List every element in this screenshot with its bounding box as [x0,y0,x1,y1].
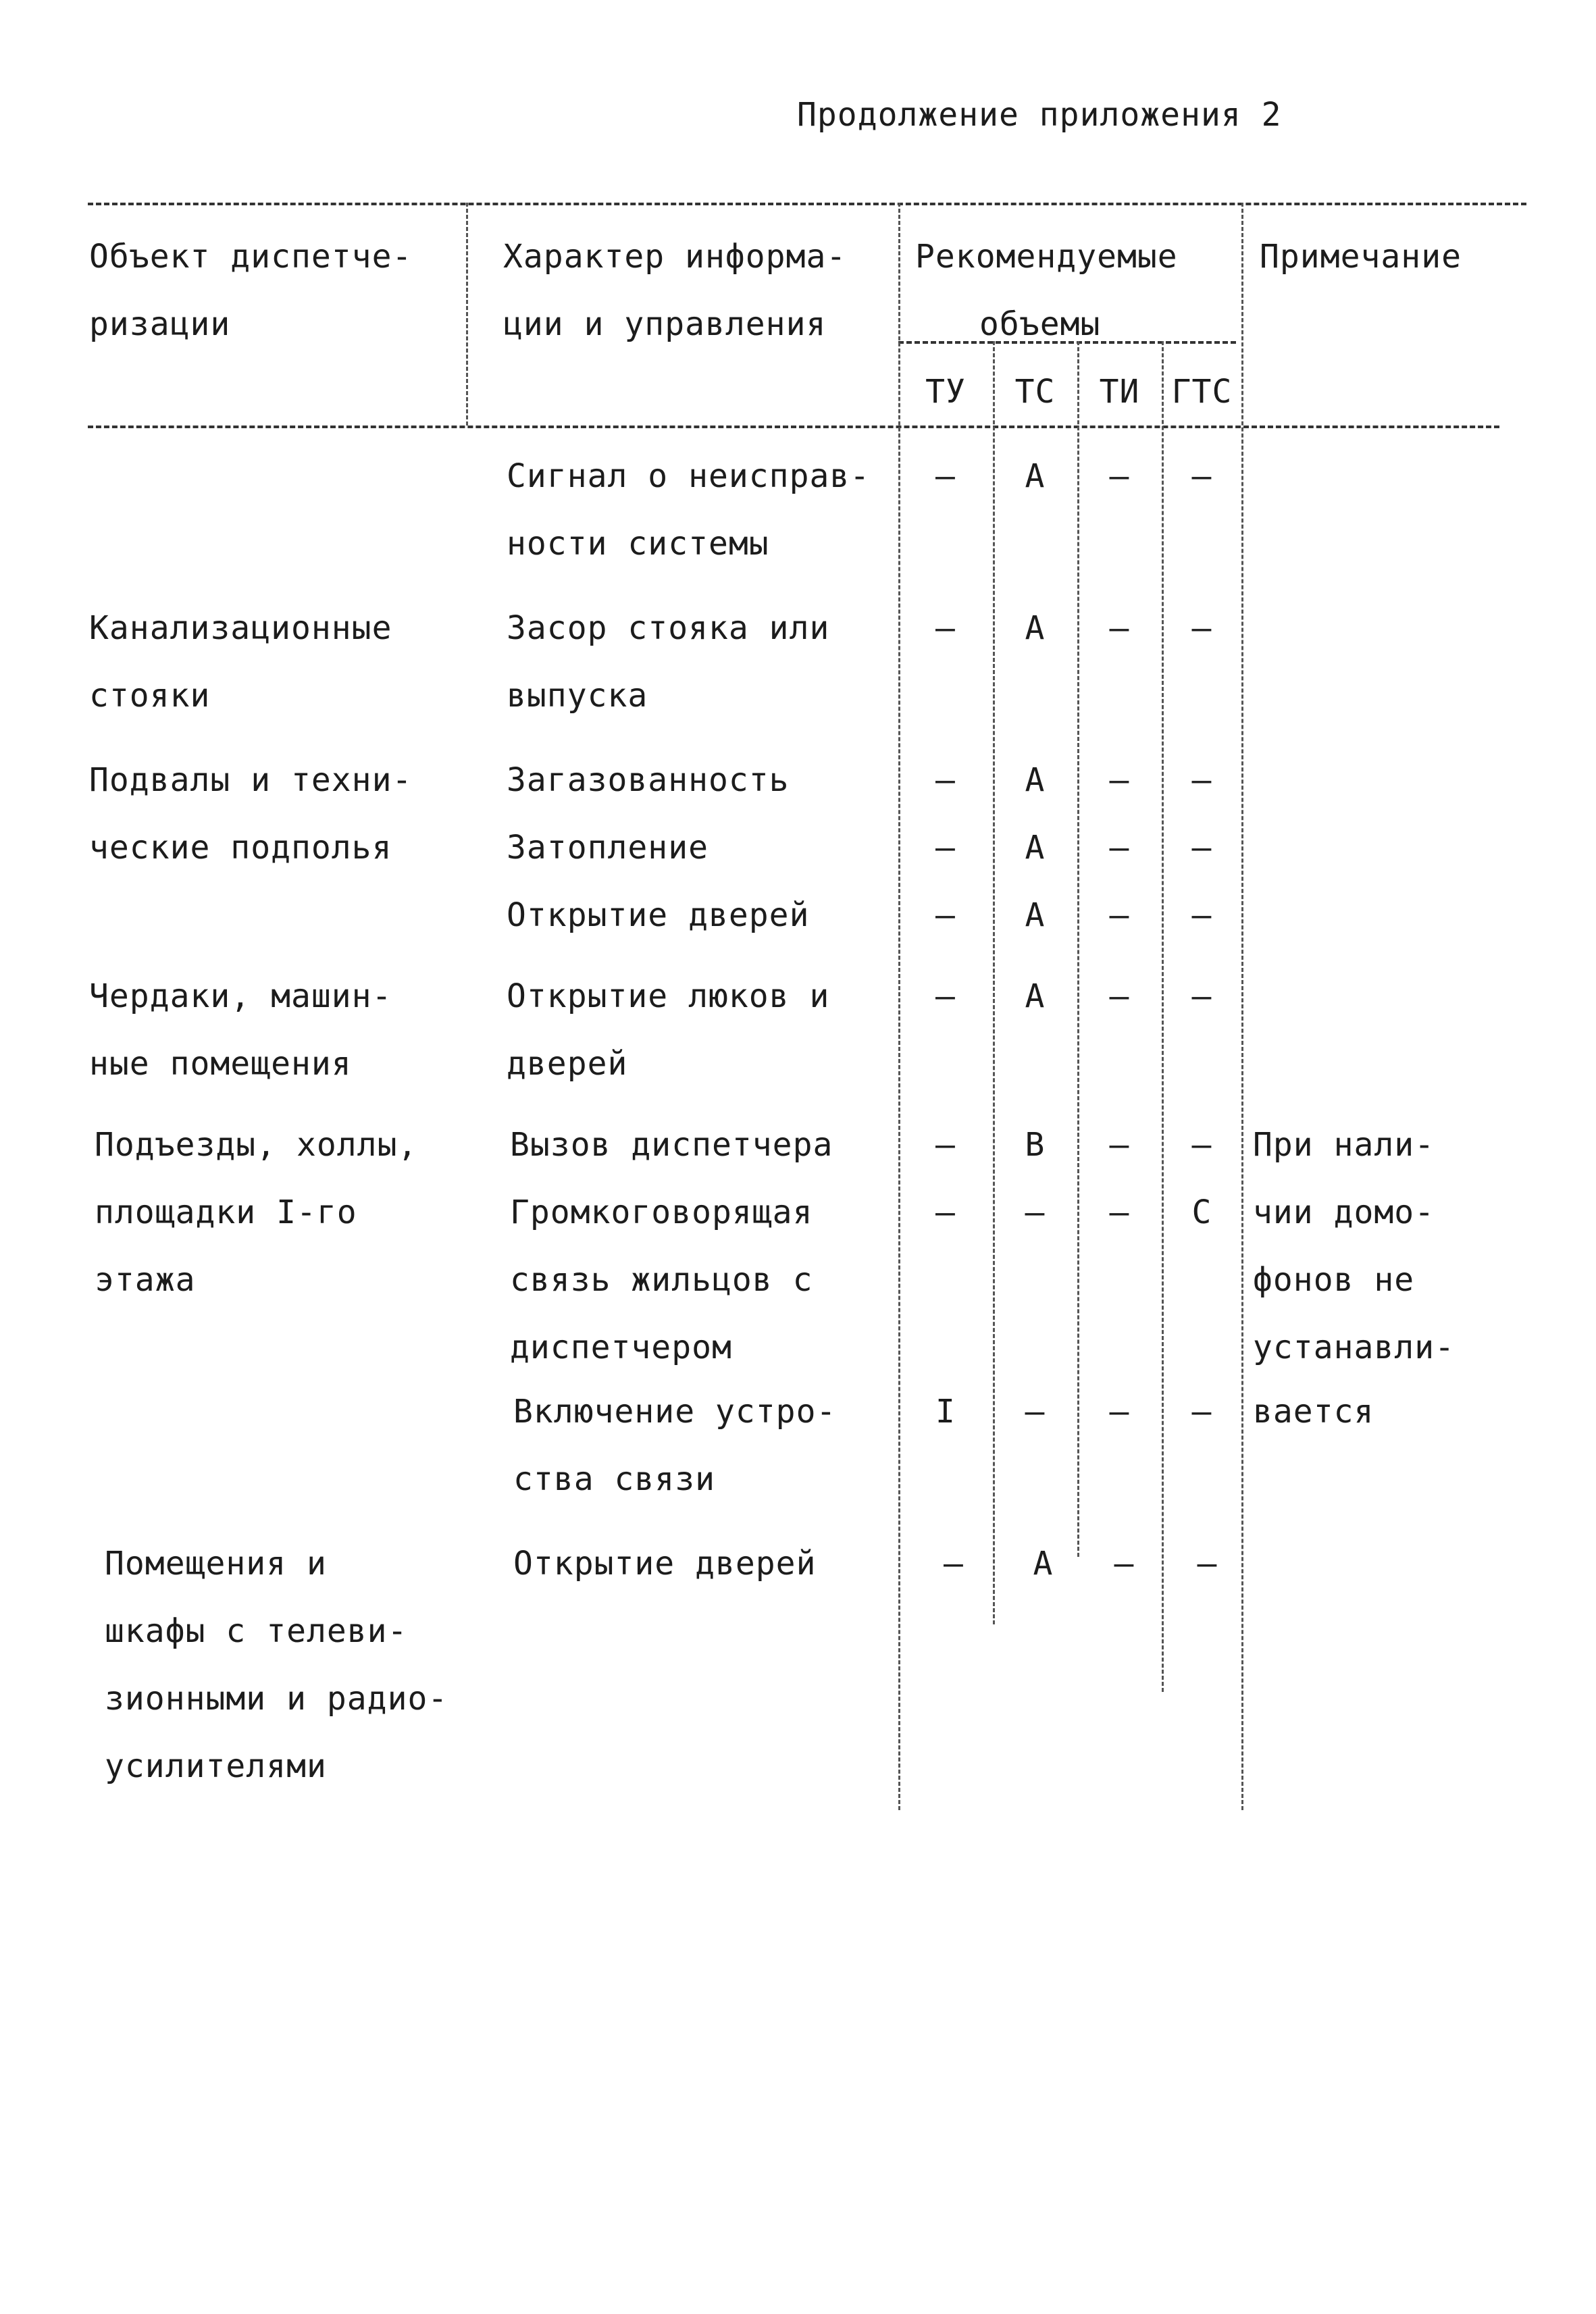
cell-gtc: – [1191,609,1212,647]
cell-character: связь жильцов с [510,1261,813,1299]
cell-tc: А [1025,761,1046,799]
cell-ty: – [935,761,956,799]
cell-character: Затопление [507,829,709,867]
header-sub-ti: ТИ [1099,373,1140,411]
cell-tc: В [1025,1126,1046,1164]
cell-character: Открытие дверей [507,896,810,934]
running-header: Продолжение приложения 2 [797,96,1282,134]
cell-ti: – [1109,829,1130,867]
header-sub-gtc: ГТС [1171,373,1233,411]
header-character-line-2: ции и управления [503,305,827,343]
cell-character: Открытие люков и [507,977,830,1015]
cell-character: Громкоговорящая [510,1193,813,1231]
cell-character: Открытие дверей [513,1545,817,1583]
column-divider-object [466,203,468,426]
cell-ty: – [935,457,956,495]
cell-object: Чердаки, машин- [89,977,392,1015]
cell-object: шкафы с телеви- [105,1612,408,1650]
header-volumes-line-1: Рекомендуемые [915,238,1178,276]
cell-ty: – [935,829,956,867]
cell-character: Сигнал о неисправ- [507,457,871,495]
column-divider-ti [1162,341,1164,1692]
column-divider-ty [993,341,995,1624]
cell-ti: – [1109,761,1130,799]
cell-ty: – [935,1193,956,1231]
note-line: При нали- [1253,1126,1435,1164]
cell-tc: А [1025,829,1046,867]
cell-object: площадки I-го [95,1193,357,1231]
cell-character: Вызов диспетчера [510,1126,833,1164]
cell-gtc: – [1197,1545,1218,1583]
cell-tc: А [1025,457,1046,495]
header-sub-tc: ТС [1014,373,1056,411]
cell-ti: – [1109,896,1130,934]
cell-object: стояки [89,677,211,715]
cell-tc: – [1025,1393,1046,1431]
header-sub-ty: ТУ [925,373,966,411]
header-object-line-1: Объект диспетче- [89,238,413,276]
note-line: устанавли- [1253,1329,1455,1366]
cell-tc: А [1025,977,1046,1015]
cell-object: Подъезды, холлы, [95,1126,418,1164]
cell-object: этажа [95,1261,196,1299]
cell-ti: – [1109,457,1130,495]
cell-ti: – [1114,1545,1135,1583]
cell-ty: – [935,896,956,934]
note-line: чии домо- [1253,1193,1435,1231]
cell-ti: – [1109,1193,1130,1231]
cell-object: Подвалы и техни- [89,761,413,799]
cell-gtc: – [1191,1126,1212,1164]
cell-gtc: – [1191,829,1212,867]
table-header-bottom-rule [88,426,1499,428]
cell-object: ные помещения [89,1045,352,1083]
cell-character: диспетчером [510,1329,732,1366]
cell-character: ности системы [507,525,769,563]
note-line: вается [1253,1393,1374,1431]
header-character-line-1: Характер информа- [503,238,847,276]
cell-character: ства связи [513,1460,715,1498]
table-top-rule [88,203,1526,205]
cell-ty: – [935,977,956,1015]
cell-gtc: – [1191,977,1212,1015]
column-divider-tc [1077,341,1079,1557]
cell-ti: – [1109,1126,1130,1164]
cell-character: Засор стояка или [507,609,830,647]
cell-tc: А [1025,609,1046,647]
cell-character: Включение устро- [513,1393,837,1431]
cell-character: дверей [507,1045,628,1083]
cell-tc: А [1025,896,1046,934]
cell-ty: – [935,1126,956,1164]
cell-object: ческие подполья [89,829,392,867]
cell-object: усилителями [105,1747,327,1785]
cell-gtc: – [1191,1393,1212,1431]
column-divider-character [898,203,900,1810]
header-note: Примечание [1260,238,1462,276]
cell-ty: – [935,609,956,647]
cell-tc: – [1025,1193,1046,1231]
cell-ty: – [944,1545,964,1583]
cell-ti: – [1109,609,1130,647]
header-volumes-line-2: объемы [979,305,1101,343]
cell-object: Помещения и [105,1545,327,1583]
cell-object: зионными и радио- [105,1680,448,1718]
cell-gtc: С [1191,1193,1212,1231]
cell-character: выпуска [507,677,648,715]
cell-gtc: – [1191,896,1212,934]
cell-gtc: – [1191,761,1212,799]
header-object-line-2: ризации [89,305,231,343]
cell-ty: I [935,1393,956,1431]
cell-character: Загазованность [507,761,790,799]
cell-ti: – [1109,1393,1130,1431]
cell-ti: – [1109,977,1130,1015]
cell-object: Канализационные [89,609,392,647]
note-line: фонов не [1253,1261,1415,1299]
cell-tc: А [1033,1545,1054,1583]
cell-gtc: – [1191,457,1212,495]
